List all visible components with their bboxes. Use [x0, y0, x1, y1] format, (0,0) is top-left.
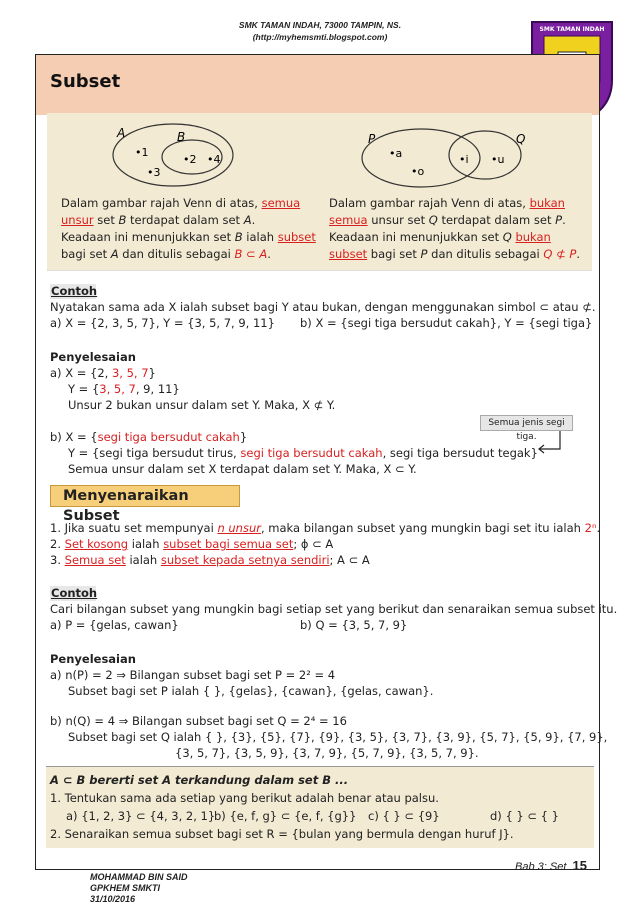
penyelesaian1-b-conclusion: Semua unsur dalam set X terdapat dalam set Y. Maka, X ⊂ Y.	[68, 462, 417, 476]
note-arrow-icon	[534, 431, 574, 455]
contoh2-instruction: Cari bilangan subset yang mungkin bagi setiap set yang berikut dan senaraikan semua subset itu.	[50, 602, 618, 616]
venn-panel	[47, 113, 592, 271]
penyelesaian-label-2: Penyelesaian	[50, 652, 136, 666]
penyelesaian2-a-count: a) n(P) = 2 ⇒ Bilangan subset bagi set P = 2² = 4	[50, 668, 336, 682]
penyelesaian2-a-list: Subset bagi set P ialah { }, {gelas}, {cawan}, {gelas, cawan}.	[68, 684, 434, 698]
venn-element-2: •2	[183, 153, 197, 166]
venn-element-a: •a	[389, 147, 403, 160]
venn-element-3: •3	[147, 166, 161, 179]
venn-label-a: A	[117, 126, 126, 140]
rule-1: 1. Jika suatu set mempunyai n unsur, maka bilangan subset yang mungkin bagi set itu ialah 2ⁿ.	[50, 521, 601, 535]
venn-element-i: •i	[459, 153, 469, 166]
venn-left-explanation: Dalam gambar rajah Venn di atas, semua unsur set B terdapat dalam set A. Keadaan ini menunjukkan set B ialah subset bagi set A dan ditulis sebagai B ⊂ A.	[61, 196, 316, 261]
contoh1-question-a: a) X = {2, 3, 5, 7}, Y = {3, 5, 7, 9, 11}	[50, 316, 275, 330]
venn-element-1: •1	[135, 146, 149, 159]
venn-right-explanation: Dalam gambar rajah Venn di atas, bukan semua unsur set Q terdapat dalam set P. Keadaan ini menunjukkan set Q bukan subset bagi set P dan ditulis sebagai Q ⊄ P.	[329, 196, 580, 261]
exercise-box	[46, 766, 594, 848]
penyelesaian1-b-y: Y = {segi tiga bersudut tirus, segi tiga bersudut cakah, segi tiga bersudut tegak}	[68, 446, 538, 460]
contoh-label-2: Contoh	[51, 586, 98, 600]
penyelesaian2-b-count: b) n(Q) = 4 ⇒ Bilangan subset bagi set Q = 2⁴ = 16	[50, 714, 347, 728]
logo-text-top: SMK TAMAN INDAH	[539, 26, 605, 33]
rule-2: 2. Set kosong ialah subset bagi semua set; ϕ ⊂ A	[50, 537, 334, 551]
penyelesaian1-a-x: a) X = {2, 3, 5, 7}	[50, 366, 156, 380]
header-url[interactable]: (http://myhemsmti.blogspot.com)	[252, 32, 388, 42]
exercise-q1c: c) { } ⊂ {9}	[368, 809, 440, 823]
footer-author: MOHAMMAD BIN SAID	[90, 872, 188, 882]
exercise-q1d: d) { } ⊂ { }	[490, 809, 559, 823]
contoh2-question-a: a) P = {gelas, cawan}	[50, 618, 179, 632]
venn-element-u: •u	[491, 153, 505, 166]
exercise-q1a: a) {1, 2, 3} ⊂ {4, 3, 2, 1}	[66, 809, 216, 823]
contoh1-question-b: b) X = {segi tiga bersudut cakah}, Y = {segi tiga}	[300, 316, 593, 330]
rule-3: 3. Semua set ialah subset kepada setnya sendiri; A ⊂ A	[50, 553, 370, 567]
footer-date: 31/10/2016	[90, 894, 136, 904]
exercise-heading: A ⊂ B bererti set A terkandung dalam set B ...	[50, 773, 349, 787]
menyenaraikan-title: Menyenaraikan Subset	[50, 485, 240, 507]
penyelesaian-label-1: Penyelesaian	[50, 350, 136, 364]
penyelesaian1-a-y: Y = {3, 5, 7, 9, 11}	[68, 382, 180, 396]
venn-label-b: B	[177, 130, 186, 144]
venn-element-4: •4	[207, 153, 221, 166]
penyelesaian2-b-list-cont: {3, 5, 7}, {3, 5, 9}, {3, 7, 9}, {5, 7, 9}, {3, 5, 7, 9}.	[175, 746, 479, 760]
exercise-q1: 1. Tentukan sama ada setiap yang berikut adalah benar atau palsu.	[50, 791, 439, 805]
note-callout: Semua jenis segi tiga.	[480, 415, 573, 431]
subset-title: Subset	[50, 71, 121, 92]
penyelesaian1-a-conclusion: Unsur 2 bukan unsur dalam set Y. Maka, X ⊄ Y.	[68, 398, 336, 412]
contoh1-instruction: Nyatakan sama ada X ialah subset bagi Y atau bukan, dengan menggunakan simbol ⊂ atau ⊄.	[50, 300, 596, 314]
footer-page-ref: Bab 3: Set 15	[515, 858, 587, 873]
contoh2-question-b: b) Q = {3, 5, 7, 9}	[300, 618, 408, 632]
penyelesaian2-b-list: Subset bagi set Q ialah { }, {3}, {5}, {7}, {9}, {3, 5}, {3, 7}, {3, 9}, {5, 7}, {5, 9}, {7, 9},	[68, 730, 608, 744]
exercise-q2: 2. Senaraikan semua subset bagi set R = {bulan yang bermula dengan huruf J}.	[50, 827, 514, 841]
header-school: SMK TAMAN INDAH, 73000 TAMPIN, NS.	[238, 20, 402, 30]
subset-title-bar	[36, 55, 599, 115]
penyelesaian1-b-x: b) X = {segi tiga bersudut cakah}	[50, 430, 248, 444]
venn-label-p: P	[368, 132, 376, 146]
exercise-q1b: b) {e, f, g} ⊂ {e, f, {g}}	[214, 809, 357, 823]
venn-element-o: •o	[411, 165, 425, 178]
venn-label-q: Q	[516, 132, 526, 146]
contoh-label-1: Contoh	[51, 284, 98, 298]
footer-dept: GPKHEM SMKTI	[90, 883, 161, 893]
